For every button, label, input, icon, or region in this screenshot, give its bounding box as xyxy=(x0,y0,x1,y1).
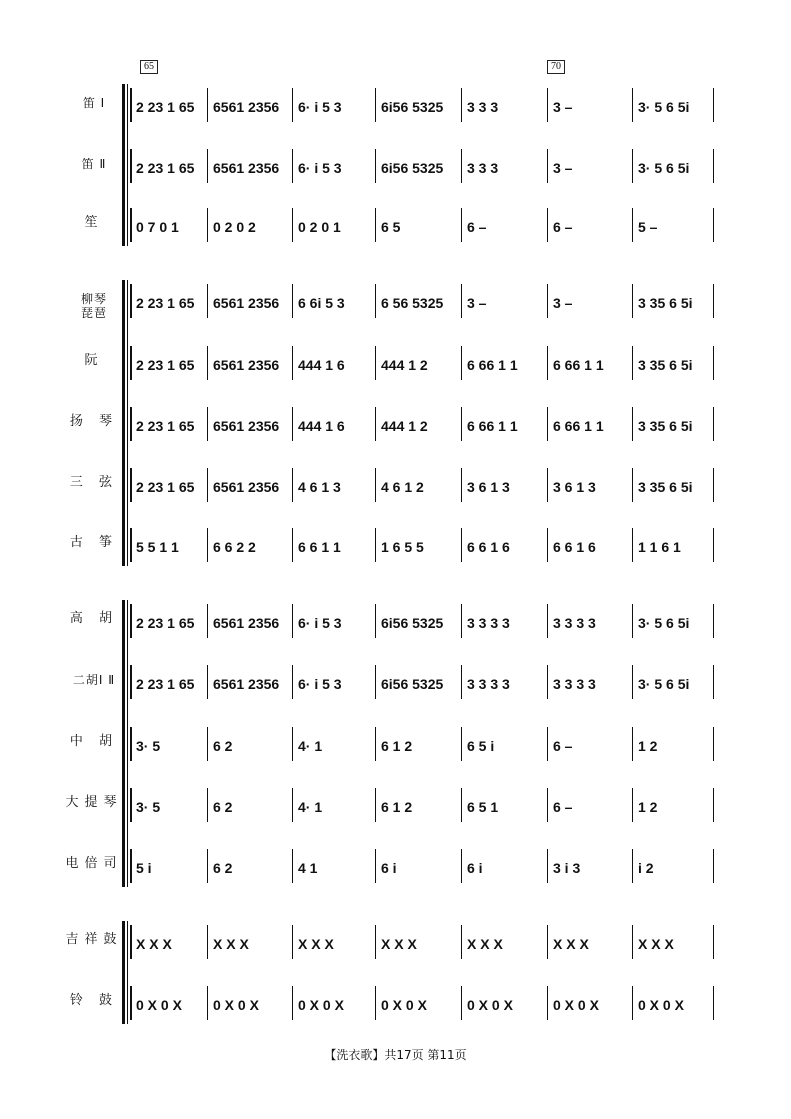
measure: 3 35 6 5i xyxy=(638,418,693,434)
barline xyxy=(207,468,208,502)
barline xyxy=(130,986,132,1020)
measure: 444 1 2 xyxy=(381,357,428,373)
barline xyxy=(130,88,132,122)
instrument-label: 扬 琴 xyxy=(69,414,119,429)
measure: 6· i 5 3 xyxy=(298,160,342,176)
measure: 6i56 5325 xyxy=(381,676,444,692)
measure: 1 6 5 5 xyxy=(381,539,424,555)
instrument-label: 电倍司 xyxy=(65,856,123,871)
measure: 6 – xyxy=(467,219,487,235)
barline xyxy=(547,407,548,441)
barline xyxy=(375,284,376,318)
measure: 3· 5 xyxy=(136,799,161,815)
measure: 6 1 2 xyxy=(381,799,413,815)
group-bracket xyxy=(122,600,125,887)
group-bracket-line xyxy=(127,921,128,1024)
barline xyxy=(632,986,633,1020)
instrument-label: 阮 xyxy=(84,353,104,368)
measure: 2 23 1 65 xyxy=(136,479,195,495)
barline xyxy=(713,284,714,318)
barline xyxy=(713,149,714,183)
group-bracket-line xyxy=(127,84,128,246)
measure: 6561 2356 xyxy=(213,160,280,176)
measure: 6 2 xyxy=(213,799,233,815)
barline xyxy=(292,849,293,883)
measure: 5 5 1 1 xyxy=(136,539,179,555)
barline xyxy=(461,208,462,242)
barline xyxy=(375,788,376,822)
barline xyxy=(632,346,633,380)
measure: 6 i xyxy=(467,860,483,876)
barline xyxy=(130,528,132,562)
measure: 5 i xyxy=(136,860,152,876)
barline xyxy=(713,468,714,502)
barline xyxy=(713,849,714,883)
measure: 6 5 xyxy=(381,219,401,235)
barline xyxy=(713,88,714,122)
barline xyxy=(461,849,462,883)
barline xyxy=(547,149,548,183)
measure: 444 1 6 xyxy=(298,418,345,434)
measure: 6 i xyxy=(381,860,397,876)
measure: X X X xyxy=(298,936,334,952)
barline xyxy=(375,727,376,761)
barline xyxy=(292,727,293,761)
barline xyxy=(461,284,462,318)
measure: X X X xyxy=(638,936,674,952)
measure: 3 – xyxy=(553,99,573,115)
barline xyxy=(713,788,714,822)
measure: X X X xyxy=(553,936,589,952)
barline xyxy=(632,528,633,562)
barline xyxy=(375,149,376,183)
instrument-label: 笛 Ⅰ xyxy=(82,96,106,110)
measure: 0 X 0 X xyxy=(638,997,684,1013)
page-footer: 【洗衣歌】共17页 第11页 xyxy=(324,1048,467,1062)
barline xyxy=(207,149,208,183)
barline xyxy=(292,925,293,959)
barline xyxy=(461,604,462,638)
barline xyxy=(292,407,293,441)
measure: 0 X 0 X xyxy=(467,997,513,1013)
measure: 6561 2356 xyxy=(213,295,280,311)
instrument-label: 笛 Ⅱ xyxy=(81,157,107,171)
barline xyxy=(130,727,132,761)
barline xyxy=(292,788,293,822)
measure: 3· 5 xyxy=(136,738,161,754)
measure: X X X xyxy=(213,936,249,952)
barline xyxy=(632,208,633,242)
barline xyxy=(375,925,376,959)
measure: X X X xyxy=(381,936,417,952)
group-bracket-line xyxy=(127,600,128,887)
barline xyxy=(632,849,633,883)
barline xyxy=(292,604,293,638)
barline xyxy=(375,346,376,380)
measure: 6 66 1 1 xyxy=(553,357,604,373)
measure: 6 6 1 6 xyxy=(467,539,510,555)
measure: 6561 2356 xyxy=(213,676,280,692)
group-bracket xyxy=(122,280,125,566)
barline xyxy=(207,407,208,441)
measure: 6 – xyxy=(553,219,573,235)
measure: 6 2 xyxy=(213,738,233,754)
measure: 6 1 2 xyxy=(381,738,413,754)
barline xyxy=(461,986,462,1020)
measure: 6i56 5325 xyxy=(381,160,444,176)
measure: 0 2 0 2 xyxy=(213,219,256,235)
measure: 2 23 1 65 xyxy=(136,418,195,434)
barline xyxy=(207,284,208,318)
instrument-label: 中 胡 xyxy=(69,734,119,749)
barline xyxy=(632,407,633,441)
barline xyxy=(713,407,714,441)
measure: 0 X 0 X xyxy=(553,997,599,1013)
measure: 6 6 1 1 xyxy=(298,539,341,555)
barline xyxy=(130,208,132,242)
measure: 4 1 xyxy=(298,860,318,876)
measure: X X X xyxy=(136,936,172,952)
barline xyxy=(461,665,462,699)
group-bracket xyxy=(122,84,125,246)
barline xyxy=(632,788,633,822)
measure: 3 3 3 3 xyxy=(553,615,596,631)
measure: 6561 2356 xyxy=(213,615,280,631)
measure: 2 23 1 65 xyxy=(136,99,195,115)
barline xyxy=(713,986,714,1020)
measure: 3 3 3 xyxy=(467,160,499,176)
barline xyxy=(713,208,714,242)
measure: 6i56 5325 xyxy=(381,615,444,631)
measure: 6 66 1 1 xyxy=(467,357,518,373)
barline xyxy=(292,986,293,1020)
measure: 6 2 xyxy=(213,860,233,876)
barline xyxy=(130,284,132,318)
measure: 6 – xyxy=(553,799,573,815)
barline xyxy=(713,346,714,380)
barline xyxy=(632,284,633,318)
measure: 2 23 1 65 xyxy=(136,615,195,631)
measure: X X X xyxy=(467,936,503,952)
measure: 3 3 3 3 xyxy=(467,615,510,631)
barline xyxy=(547,468,548,502)
measure: 4 6 1 3 xyxy=(298,479,341,495)
barline xyxy=(130,604,132,638)
measure: 6 66 1 1 xyxy=(467,418,518,434)
barline xyxy=(713,925,714,959)
barline xyxy=(461,407,462,441)
barline xyxy=(375,208,376,242)
barline xyxy=(547,727,548,761)
barline xyxy=(547,208,548,242)
barline xyxy=(375,468,376,502)
barline xyxy=(461,528,462,562)
measure: 3 6 1 3 xyxy=(467,479,510,495)
measure: 3 – xyxy=(553,160,573,176)
barline xyxy=(547,925,548,959)
barline xyxy=(713,604,714,638)
measure: 6 6i 5 3 xyxy=(298,295,345,311)
barline xyxy=(130,407,132,441)
barline xyxy=(130,149,132,183)
barline xyxy=(130,665,132,699)
barline xyxy=(375,604,376,638)
measure: 3 i 3 xyxy=(553,860,581,876)
barline xyxy=(547,284,548,318)
measure: 6i56 5325 xyxy=(381,99,444,115)
barline xyxy=(375,665,376,699)
barline xyxy=(207,604,208,638)
instrument-label: 三 弦 xyxy=(69,475,119,490)
measure: 5 – xyxy=(638,219,658,235)
barline xyxy=(130,788,132,822)
instrument-label: 笙 xyxy=(84,215,104,230)
measure: 0 X 0 X xyxy=(298,997,344,1013)
measure: 6· i 5 3 xyxy=(298,99,342,115)
barline xyxy=(632,88,633,122)
measure: 3 – xyxy=(467,295,487,311)
measure: 0 2 0 1 xyxy=(298,219,341,235)
instrument-label: 古 筝 xyxy=(69,535,119,550)
measure: 6· i 5 3 xyxy=(298,676,342,692)
measure: 3 3 3 xyxy=(467,99,499,115)
barline xyxy=(547,788,548,822)
measure: 3 6 1 3 xyxy=(553,479,596,495)
instrument-label: 高 胡 xyxy=(69,611,119,626)
measure: 0 X 0 X xyxy=(136,997,182,1013)
barline xyxy=(713,665,714,699)
measure: 2 23 1 65 xyxy=(136,295,195,311)
barline xyxy=(207,849,208,883)
measure: 3 35 6 5i xyxy=(638,479,693,495)
measure: 6561 2356 xyxy=(213,418,280,434)
barline xyxy=(375,407,376,441)
group-bracket-line xyxy=(127,280,128,566)
barline xyxy=(375,528,376,562)
instrument-label: 柳琴 琵琶 xyxy=(80,292,107,320)
measure: 6· i 5 3 xyxy=(298,615,342,631)
instrument-label: 大提琴 xyxy=(65,795,123,810)
barline xyxy=(547,528,548,562)
measure: 6 6 1 6 xyxy=(553,539,596,555)
measure: 2 23 1 65 xyxy=(136,357,195,373)
barline xyxy=(632,727,633,761)
measure: 6 6 2 2 xyxy=(213,539,256,555)
barline xyxy=(461,788,462,822)
barline xyxy=(632,925,633,959)
measure: 444 1 2 xyxy=(381,418,428,434)
barline xyxy=(292,346,293,380)
measure: 3· 5 6 5i xyxy=(638,99,690,115)
barline xyxy=(461,149,462,183)
measure: 2 23 1 65 xyxy=(136,160,195,176)
barline xyxy=(130,849,132,883)
barline xyxy=(292,284,293,318)
measure: 4· 1 xyxy=(298,738,323,754)
barline xyxy=(547,604,548,638)
barline xyxy=(207,665,208,699)
barline xyxy=(207,788,208,822)
rehearsal-mark-70: 70 xyxy=(547,60,565,74)
measure: 3 35 6 5i xyxy=(638,295,693,311)
barline xyxy=(547,88,548,122)
measure: 3· 5 6 5i xyxy=(638,615,690,631)
barline xyxy=(632,665,633,699)
measure: 4 6 1 2 xyxy=(381,479,424,495)
barline xyxy=(632,149,633,183)
measure: 6 5 1 xyxy=(467,799,499,815)
measure: 6561 2356 xyxy=(213,479,280,495)
instrument-label: 铃 鼓 xyxy=(69,993,119,1008)
measure: 1 1 6 1 xyxy=(638,539,681,555)
measure: 0 7 0 1 xyxy=(136,219,179,235)
barline xyxy=(461,346,462,380)
measure: 1 2 xyxy=(638,799,658,815)
barline xyxy=(375,986,376,1020)
barline xyxy=(130,346,132,380)
instrument-label: 吉祥鼓 xyxy=(65,932,123,947)
barline xyxy=(207,727,208,761)
barline xyxy=(632,604,633,638)
measure: 2 23 1 65 xyxy=(136,676,195,692)
barline xyxy=(547,346,548,380)
barline xyxy=(547,986,548,1020)
barline xyxy=(292,528,293,562)
barline xyxy=(461,88,462,122)
measure: 3 3 3 3 xyxy=(553,676,596,692)
barline xyxy=(130,925,132,959)
barline xyxy=(207,528,208,562)
measure: 6 56 5325 xyxy=(381,295,444,311)
barline xyxy=(292,208,293,242)
measure: 1 2 xyxy=(638,738,658,754)
instrument-label: 二胡Ⅰ Ⅱ xyxy=(72,673,116,687)
measure: 3 3 3 3 xyxy=(467,676,510,692)
measure: 444 1 6 xyxy=(298,357,345,373)
barline xyxy=(207,346,208,380)
measure: 3 35 6 5i xyxy=(638,357,693,373)
barline xyxy=(375,88,376,122)
barline xyxy=(375,849,376,883)
measure: 0 X 0 X xyxy=(381,997,427,1013)
measure: 6561 2356 xyxy=(213,357,280,373)
barline xyxy=(461,925,462,959)
barline xyxy=(547,849,548,883)
barline xyxy=(292,468,293,502)
measure: 3 – xyxy=(553,295,573,311)
group-bracket xyxy=(122,921,125,1024)
measure: 0 X 0 X xyxy=(213,997,259,1013)
barline xyxy=(461,727,462,761)
rehearsal-mark-65: 65 xyxy=(140,60,158,74)
measure: 6 66 1 1 xyxy=(553,418,604,434)
barline xyxy=(713,528,714,562)
barline xyxy=(292,88,293,122)
barline xyxy=(292,149,293,183)
barline xyxy=(207,208,208,242)
measure: i 2 xyxy=(638,860,654,876)
measure: 3· 5 6 5i xyxy=(638,160,690,176)
barline xyxy=(632,468,633,502)
barline xyxy=(547,665,548,699)
barline xyxy=(207,925,208,959)
measure: 6 5 i xyxy=(467,738,495,754)
measure: 3· 5 6 5i xyxy=(638,676,690,692)
measure: 6561 2356 xyxy=(213,99,280,115)
barline xyxy=(130,468,132,502)
barline xyxy=(207,88,208,122)
measure: 4· 1 xyxy=(298,799,323,815)
measure: 6 – xyxy=(553,738,573,754)
barline xyxy=(713,727,714,761)
barline xyxy=(207,986,208,1020)
barline xyxy=(461,468,462,502)
barline xyxy=(292,665,293,699)
